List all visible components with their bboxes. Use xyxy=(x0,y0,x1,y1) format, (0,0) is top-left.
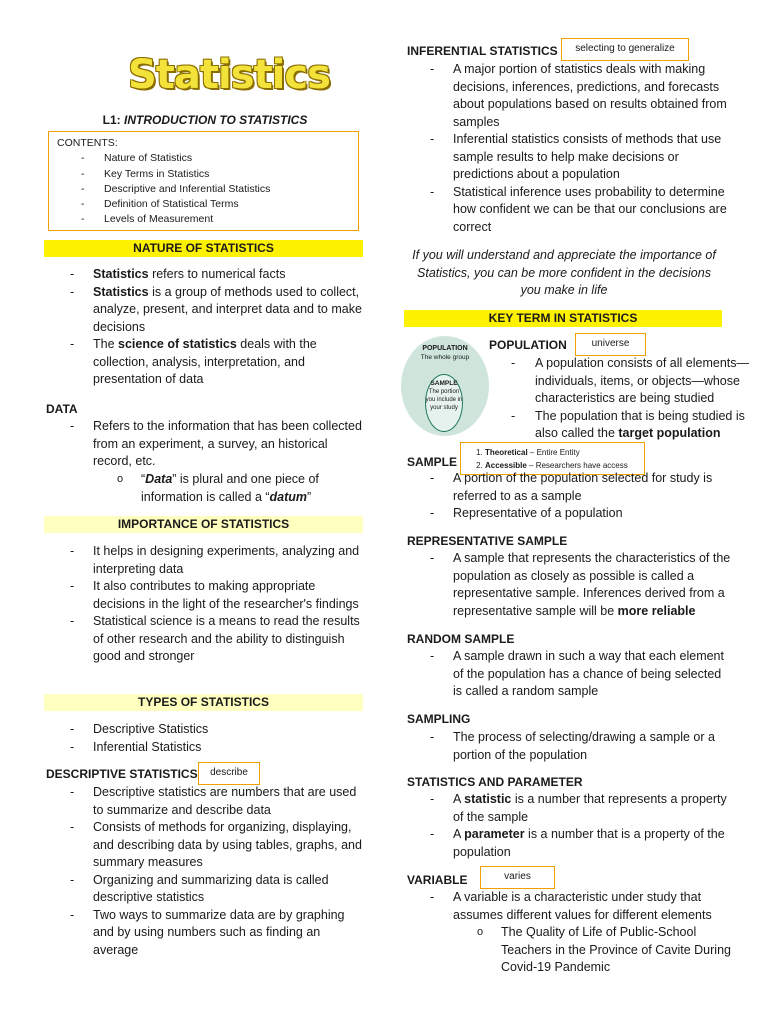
representative-heading: REPRESENTATIVE SAMPLE xyxy=(407,534,568,548)
diagram-sample-sub: The portion you include in your study xyxy=(425,389,463,411)
descriptive-heading: DESCRIPTIVE STATISTICS xyxy=(46,767,198,781)
list-item: - The population that is being studied is also called the target population xyxy=(511,408,745,440)
list-item: - Statistics is a group of methods used to collect, analyze, present, and interpret data and to make decisions xyxy=(46,284,364,337)
sample-heading: SAMPLE xyxy=(407,455,458,469)
list-item: - The science of statistics deals with the collection, analysis, interpretation, and presentation of data xyxy=(46,336,364,389)
types-heading: TYPES OF STATISTICS xyxy=(44,694,363,711)
key-terms-heading: KEY TERM IN STATISTICS xyxy=(404,310,722,327)
list-item: - Representative of a population xyxy=(406,505,728,523)
list-item: - Descriptive Statistics xyxy=(46,721,364,739)
random-list xyxy=(406,648,728,701)
list-item: - Statistical science is a means to read the results of other research and the ability to distinguish good and stronger xyxy=(46,613,364,666)
list-item: o The Quality of Life of Public-School Teachers in the Province of Cavite During Covid-19 Pandemic xyxy=(406,924,736,977)
types-list xyxy=(46,721,364,756)
data-sublist xyxy=(46,471,364,506)
list-item: o “Data” is plural and one piece of information is called a “datum” xyxy=(46,471,364,506)
data-list xyxy=(46,418,364,471)
list-item: - A major portion of statistics deals with making decisions, inferences, predictions, and forecasts about populations based on results obtained from samples xyxy=(406,61,728,131)
contents-label: CONTENTS: xyxy=(57,137,118,149)
importance-list xyxy=(46,543,364,666)
population-sample-diagram xyxy=(401,336,489,436)
variable-heading: VARIABLE xyxy=(407,873,468,887)
list-item: - Statistics refers to numerical facts xyxy=(46,266,364,284)
lesson-name: INTRODUCTION TO STATISTICS xyxy=(124,113,308,127)
representative-list xyxy=(406,550,736,620)
variable-list xyxy=(406,889,736,924)
descriptive-list xyxy=(46,784,364,959)
diagram-sample-label: SAMPLE xyxy=(430,380,458,387)
nature-heading: NATURE OF STATISTICS xyxy=(44,240,363,257)
list-item: - Consists of methods for organizing, displaying, and describing data by using tables, graphs, and summary measures xyxy=(46,819,364,872)
list-item: - Organizing and summarizing data is called descriptive statistics xyxy=(46,872,364,907)
list-item: - Statistical inference uses probability to determine how confident we can be that our conclusions are correct xyxy=(406,184,728,237)
list-item: - A variable is a characteristic under study that assumes different values for different elements xyxy=(406,889,736,924)
variable-example-list xyxy=(406,924,736,977)
list-item: - It also contributes to making appropriate decisions in the light of the researcher's findings xyxy=(46,578,364,613)
list-item: - A population consists of all elements—individuals, items, or objects—whose characteristics are being studied xyxy=(511,356,750,405)
list-item: - A sample that represents the characteristics of the population as closely as possible is called a representative sample. Inferences derived from a representative sample will be more reliable xyxy=(406,550,736,620)
contents-item: - Definition of Statistical Terms xyxy=(57,197,350,212)
contents-box xyxy=(48,131,359,231)
population-heading: POPULATION xyxy=(489,338,567,352)
list-item: - The process of selecting/drawing a sample or a portion of the population xyxy=(406,729,728,764)
list-item: - Refers to the information that has been collected from an experiment, a survey, an historical record, etc. xyxy=(46,418,364,471)
sample-list xyxy=(406,470,728,523)
lesson-prefix: L1: xyxy=(102,113,121,127)
contents-item: - Levels of Measurement xyxy=(57,212,350,227)
importance-heading: IMPORTANCE OF STATISTICS xyxy=(44,516,363,533)
list-item: - Descriptive statistics are numbers that are used to summarize and describe data xyxy=(46,784,364,819)
list-item: - Inferential statistics consists of methods that use sample results to help make decisions or predictions about a population xyxy=(406,131,728,184)
sampling-list xyxy=(406,729,728,764)
list-item: - It helps in designing experiments, analyzing and interpreting data xyxy=(46,543,364,578)
diagram-population-sub: The whole group xyxy=(420,354,470,361)
list-item: - A parameter is a number that is a property of the population xyxy=(406,826,728,861)
data-heading: DATA xyxy=(46,402,78,416)
document-title: Statistics xyxy=(128,52,330,98)
sample-type-accessible: 2. Accessible – Researchers have access xyxy=(485,459,638,472)
list-item: - A statistic is a number that represents a property of the sample xyxy=(406,791,728,826)
stat-param-list xyxy=(406,791,728,861)
descriptive-tag: describe xyxy=(198,762,260,785)
list-item: - A portion of the population selected for study is referred to as a sample xyxy=(406,470,728,505)
inferential-tag: selecting to generalize xyxy=(561,38,689,61)
list-item: - Inferential Statistics xyxy=(46,739,364,757)
variable-tag: varies xyxy=(480,866,555,889)
stat-param-heading: STATISTICS AND PARAMETER xyxy=(407,775,583,789)
nature-list xyxy=(46,266,364,389)
quote-text: If you will understand and appreciate the importance of Statistics, you can be more confident in the decisions you make in life xyxy=(412,248,716,297)
diagram-population-label: POPULATION xyxy=(422,345,468,352)
contents-item: - Key Terms in Statistics xyxy=(57,167,350,182)
inferential-list xyxy=(406,61,728,236)
sample-type-theoretical: 1. Theoretical – Entire Entity xyxy=(485,446,638,459)
list-item: - A sample drawn in such a way that each element of the population has a chance of being selected is called a random sample xyxy=(406,648,728,701)
contents-item: - Descriptive and Inferential Statistics xyxy=(57,182,350,197)
contents-item: - Nature of Statistics xyxy=(57,151,350,166)
inferential-heading: INFERENTIAL STATISTICS xyxy=(407,44,558,58)
lesson-title xyxy=(47,113,363,127)
population-tag: universe xyxy=(575,333,646,356)
list-item: - Two ways to summarize data are by graphing and by using numbers such as finding an average xyxy=(46,907,364,960)
random-heading: RANDOM SAMPLE xyxy=(407,632,515,646)
population-list xyxy=(489,355,761,443)
sampling-heading: SAMPLING xyxy=(407,712,471,726)
